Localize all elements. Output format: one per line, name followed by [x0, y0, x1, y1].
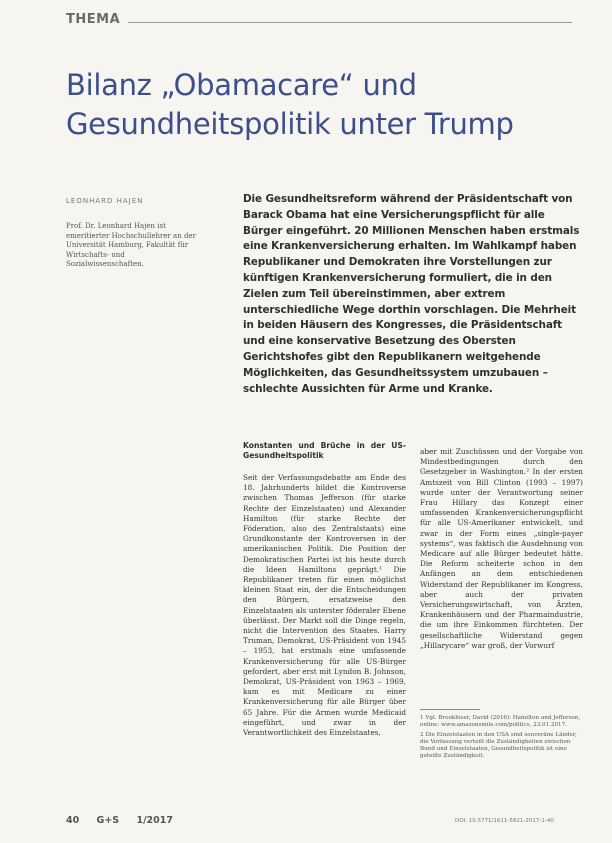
- body-column-1: [243, 441, 406, 738]
- subheading: Konstanten und Brüche in der US-Gesundheitspolitik: [243, 441, 406, 460]
- footnote-divider: [420, 709, 480, 710]
- page-number: 40: [66, 815, 80, 826]
- footnotes: [420, 715, 585, 763]
- title-line-1: Bilanz „Obamacare“ und: [66, 68, 417, 102]
- body-text-1: Seit der Verfassungsdebatte am Ende des 18. Jahrhunderts bildet die Kontroverse zwischen Thomas Jefferson (für starke Rechte der Einzelstaaten) und Alexander Hamilton (für starke Rechte der Föderation, also des Zentralstaats) eine Grundkonstante der Kontroversen in der amerikanischen Politik. Die Position der Demokratischen Partei ist bis heute durch die Ideen Hamiltons geprägt.¹ Die Republikaner treten für einen möglichst kleinen Staat ein, der die Entscheidungen den Bürgern, ersatzweise den Einzelstaaten als unterster föderaler Ebene überlässt. Der Markt soll die Dinge regeln, nicht die Intervention des Staates. Harry Truman, Demokrat, US-Präsident von 1945 – 1953, hat erstmals eine umfassende Krankenversicherung für alle US-Bürger gefordert, aber erst mit Lyndon B. Johnson, Demokrat, US-Präsident von 1963 – 1969, kam es mit Medicare zu einer Krankenversicherung für alle Bürger über 65 Jahre. Für die Armen wurde Medicaid eingeführt, und zwar in der Verantwortlichkeit des Einzelstaates,: [243, 473, 406, 738]
- page-footer: [66, 815, 187, 826]
- body-text-2: aber mit Zuschüssen und der Vorgabe von Mindestbedingungen durch den Gesetzgeber in Washington.² In der ersten Amtszeit von Bill Clinton (1993 – 1997) wurde unter der Verantwortung seiner Frau Hillary das Konzept einer umfassenden Krankenversicherungspflicht für alle US-Amerikaner entwickelt, und zwar in der Form eines „single-payer systems“, was faktisch die Ausdehnung von Medicare auf alle Bürger bedeutet hätte. Die Reform scheiterte schon in den Anfängen an dem entschiedenen Widerstand der Republikaner im Kongress, aber auch der privaten Versicherungswirtschaft, von Ärzten, Krankenhäusern und der Pharmaindustrie, die um ihre Einkommen fürchteten. Der gesellschaftliche Widerstand gegen „Hillarycare“ war groß, der Vorwurf: [420, 447, 583, 650]
- issue-number: 1/2017: [136, 815, 173, 826]
- body-column-2: [420, 447, 583, 651]
- doi-reference: DOI: 10.5771/1611-5821-2017-1-40: [455, 818, 554, 824]
- author-name: LEONHARD HAJEN: [66, 197, 144, 205]
- title-line-2: Gesundheitspolitik unter Trump: [66, 107, 514, 141]
- article-title: [66, 66, 586, 144]
- footnote-1: 1 Vgl. Brookhiser, David (2016): Hamilton and Jefferson, online: www.amazonsmile.com/politics, 23.01.2017.: [420, 715, 581, 728]
- author-bio: Prof. Dr. Leonhard Hajen ist emeritierter Hochschullehrer an der Universität Hamburg, Fakultät für Wirtschafts- und Sozialwissenschaften.: [66, 222, 196, 269]
- section-label: THEMA: [66, 12, 121, 27]
- journal-name: G+S: [96, 815, 120, 826]
- section-divider: [128, 22, 572, 23]
- lead-paragraph: Die Gesundheitsreform während der Präsidentschaft von Barack Obama hat eine Versicherungspflicht für alle Bürger eingeführt. 20 Millionen Menschen haben erstmals eine Krankenversicherung erhalten. Im Wahlkampf haben Republikaner und Demokraten ihre Vorstellungen zur künftigen Krankenversicherung formuliert, die in den Zielen zum Teil übereinstimmen, aber extrem unterschiedliche Wege dorthin vorschlagen. Die Mehrheit in beiden Häusern des Kongresses, die Präsidentschaft und eine konservative Besetzung des Obersten Gerichtshofes gibt den Republikanern weitgehende Möglichkeiten, das Gesundheitssystem umzubauen – schlechte Aussichten für Arme und Kranke.: [243, 193, 580, 395]
- footnote-2: 2 Die Einzelstaaten in den USA sind souveräne Länder, die Verfassung verteilt die Zuständigkeiten zwischen Bund und Einzelstaaten, Gesundheitspolitik ist eine geteilte Zuständigkeit.: [420, 732, 577, 759]
